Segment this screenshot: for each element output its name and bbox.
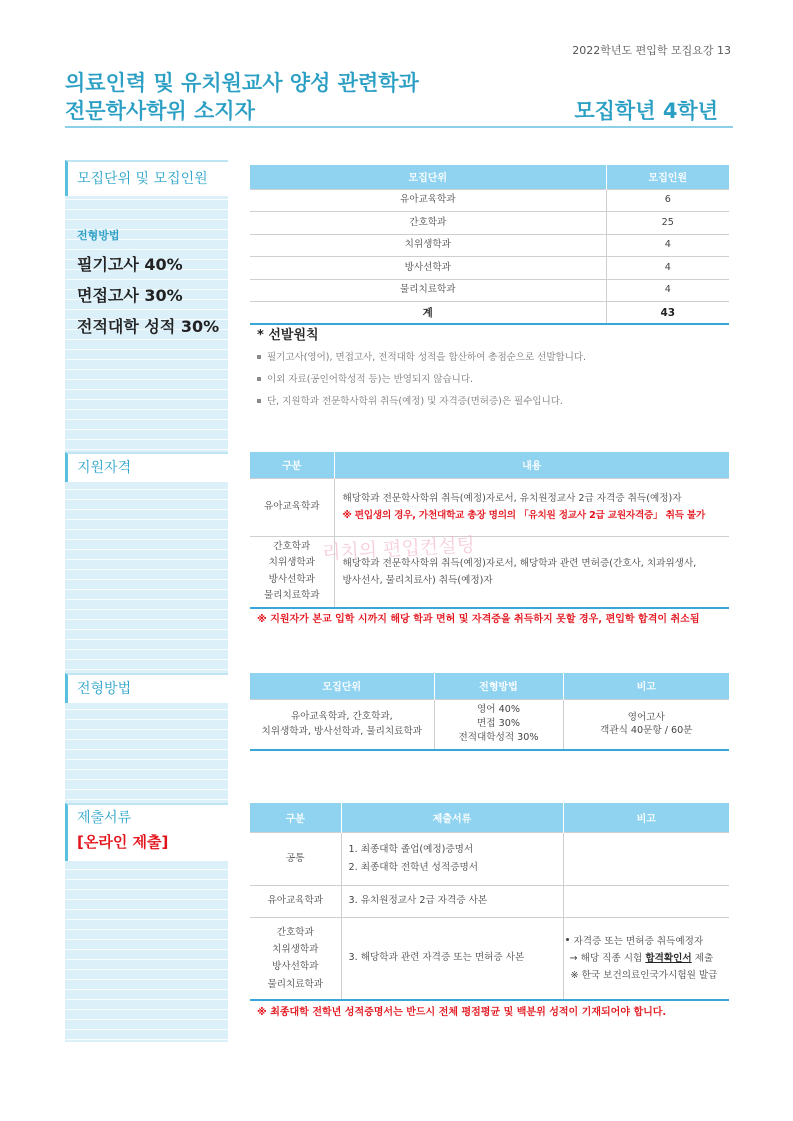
content-cell [334,478,729,536]
dept-cell [250,832,341,885]
remark-cell [563,885,729,917]
unit-cell: 유아교육학과 [250,189,606,212]
warning-line: ※ 편입생의 경우, 가천대학교 총장 명의의 「유치원 정교사 2급 교원자격증」 취득 불가 [342,510,706,521]
sidebar-heading-qualification: 지원자격 [65,452,228,482]
col-header-method: 전형방법 [434,673,563,699]
units-cell [250,699,434,750]
table-row [250,536,729,608]
docs-cell [341,832,563,885]
list-item [257,351,586,365]
table-row [250,279,729,302]
docs-cell [341,917,563,1000]
sidebar-heading-selection: 전형방법 [65,673,228,703]
dept-name: 간호학과 [276,926,314,938]
col-header-unit: 모집단위 [250,165,606,189]
unit-cell: 간호학과 [250,212,606,235]
dept-name: 유아교육학과 [267,895,324,906]
col-header-category: 구분 [250,452,334,478]
table-row [250,212,729,235]
count-cell: 4 [606,279,729,302]
sidebar-documents-title: 제출서류 [77,810,132,826]
dept-name: 공통 [285,852,305,864]
method-line: 전적대학성적 30% [458,732,539,744]
dept-name: 방사선학과 [268,573,315,585]
sidebar-method-label: 전형방법 [77,229,120,242]
dept-cell [250,885,341,917]
doc-line: 1. 최종대학 졸업(예정)증명서 [348,843,474,855]
total-label-cell: 계 [250,302,606,325]
bullet-icon [257,355,261,359]
documents-table [250,803,729,1001]
units-line: 유아교육학과, 간호학과, [290,711,393,723]
content-cell [334,536,729,608]
page-title-line1: 의료인력 및 유치원교사 양성 관련학과 [65,71,419,95]
count-cell: 6 [606,189,729,212]
unit-cell: 치위생학과 [250,234,606,257]
recruit-grade-title: 모집학년 4학년 [574,99,718,123]
table-row [250,189,729,212]
col-header-content: 내용 [334,452,729,478]
table-row [250,832,729,885]
watermark: 리치의 편입컨설팅 [321,534,476,564]
remark-line [566,933,730,950]
doc-line: 3. 유치원정교사 2급 자격증 사본 [348,895,488,906]
remark-line: 영어고사 [627,712,665,724]
document-header: 2022학년도 편입학 모집요강 13 [572,44,731,57]
selection-principle-label: 선발원칙 [268,328,319,343]
col-header-unit: 모집단위 [250,673,434,699]
title-divider [65,126,733,128]
remark-emphasis: 합격확인서 [645,952,692,964]
page-title-line2: 전문학사학위 소지자 [65,99,255,123]
recruit-table [250,165,729,325]
units-line: 치위생학과, 방사선학과, 물리치료학과 [261,726,422,738]
table-row [250,885,729,917]
dept-name: 물리치료학과 [263,590,320,602]
col-header-count: 모집인원 [606,165,729,189]
qualification-note: ※ 지원자가 본교 입학 시까지 해당 학과 면허 및 자격증을 취득하지 못할 경우, 편입학 합격이 취소됨 [257,614,700,625]
col-header-remark: 비고 [563,673,729,699]
col-header-category: 구분 [250,803,341,832]
list-item-text: 필기고사(영어), 면접고사, 전적대학 성적을 합산하여 총점순으로 선발합니다. [267,352,587,363]
bullet-icon [566,938,569,941]
sidebar-method-item: 면접고사 30% [77,286,183,305]
method-line: 면접 30% [477,718,520,730]
list-item [257,395,563,409]
sidebar-heading-documents [65,803,228,861]
sidebar [65,160,228,1042]
unit-cell: 방사선학과 [250,257,606,280]
dept-cell [250,536,334,608]
count-cell: 4 [606,234,729,257]
bullet-icon [257,377,261,381]
dept-name: 방사선학과 [272,961,319,973]
remark-line [566,950,730,967]
doc-line: 3. 해당학과 관련 자격증 또는 면허증 사본 [348,952,525,964]
list-item [257,373,473,387]
dept-name: 치위생학과 [268,557,315,569]
selection-principle-title [257,327,319,345]
sidebar-method-item: 필기고사 40% [77,255,183,274]
asterisk-marker: * [257,328,264,343]
col-header-remark: 비고 [563,803,729,832]
total-count-cell: 43 [606,302,729,325]
total-row [250,302,729,325]
docs-cell [341,885,563,917]
dept-name: 유아교육학과 [263,501,320,512]
table-row [250,478,729,536]
sidebar-documents-note: [온라인 제출] [77,833,169,851]
list-item-text: 이외 자료(공인어학성적 등)는 반영되지 않습니다. [267,374,474,385]
dept-name: 물리치료학과 [267,978,324,990]
table-row [250,917,729,1000]
remark-text: → 해당 직종 시험 [569,952,646,964]
remark-text: 자격증 또는 면허증 취득예정자 [573,935,704,947]
dept-name: 간호학과 [273,541,311,553]
dept-cell [250,917,341,1000]
remark-cell [563,832,729,885]
remark-text: 제출 [691,952,714,964]
unit-cell: 물리치료학과 [250,279,606,302]
table-row [250,699,729,750]
sidebar-heading-recruit: 모집단위 및 모집인원 [65,160,228,196]
sidebar-method-item: 전적대학 성적 30% [77,317,220,336]
dept-cell [250,478,334,536]
remarks-cell [563,699,729,750]
content-line: 해당학과 전문학사학위 취득(예정)자로서, 유치원정교사 2급 자격증 취득(예정)자 [342,493,682,504]
col-header-documents: 제출서류 [341,803,563,832]
qualification-table [250,452,729,609]
methods-cell [434,699,563,750]
bullet-icon [257,399,261,403]
remark-line: 객관식 40문항 / 60분 [600,725,693,737]
count-cell: 25 [606,212,729,235]
content-line: 해당학과 전문학사학위 취득(예정)자로서, 해당학과 관련 면허증(간호사, 치과위생사, [342,557,697,569]
list-item-text: 단, 지원학과 전문학사학위 취득(예정) 및 자격증(면허증)은 필수입니다. [267,396,563,407]
table-row [250,257,729,280]
method-line: 영어 40% [477,704,520,716]
selection-method-table [250,673,729,751]
remark-cell [563,917,729,1000]
doc-line: 2. 최종대학 전학년 성적증명서 [348,861,479,873]
dept-name: 치위생학과 [272,943,319,955]
documents-note: ※ 최종대학 전학년 성적증명서는 반드시 전체 평점평균 및 백분위 성적이 기재되어야 합니다. [257,1007,667,1018]
table-row [250,234,729,257]
remark-line: ※ 한국 보건의료인국가시험원 발급 [570,969,718,981]
count-cell: 4 [606,257,729,280]
content-line: 방사선사, 물리치료사) 취득(예정)자 [342,574,493,586]
